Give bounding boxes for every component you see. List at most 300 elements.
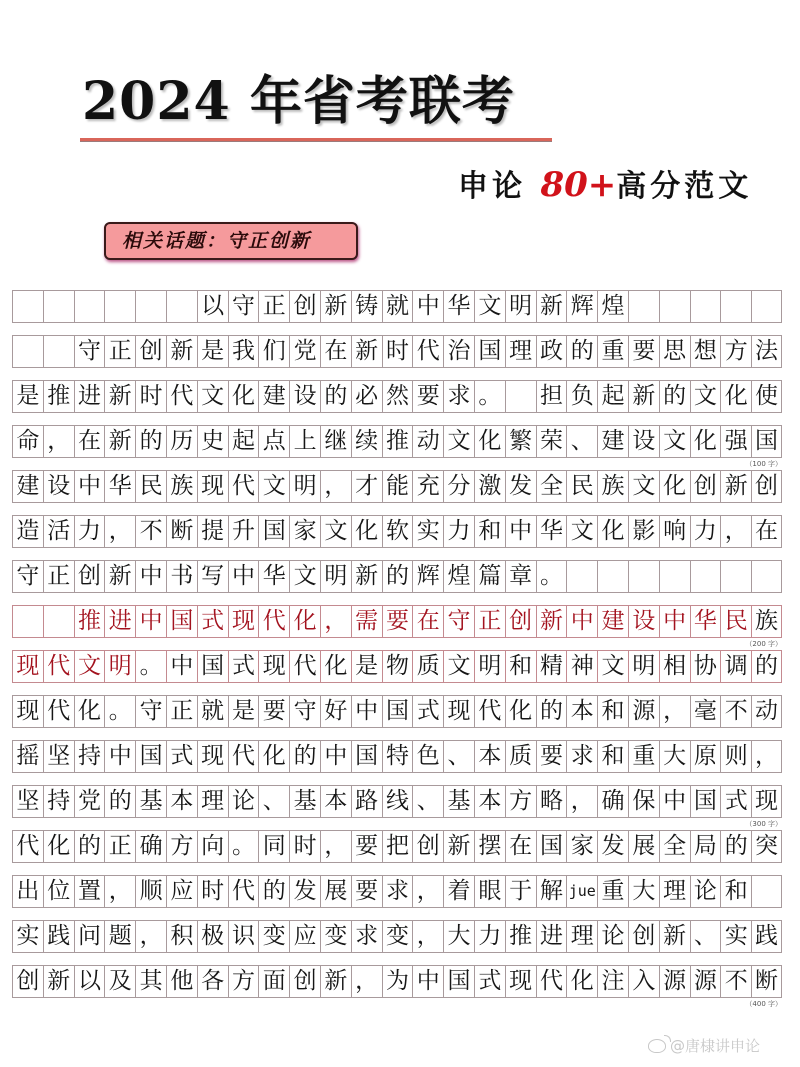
grid-cell: 积 bbox=[166, 921, 197, 952]
grid-cell: 国 bbox=[258, 516, 289, 547]
grid-cell: 物 bbox=[382, 651, 413, 682]
grid-cell: 发 bbox=[289, 876, 320, 907]
grid-cell: 文 bbox=[597, 651, 628, 682]
grid-cell: 以 bbox=[74, 966, 105, 997]
grid-cell: 要 bbox=[258, 696, 289, 727]
grid-cell: 起 bbox=[228, 426, 259, 457]
grid-cell: 明 bbox=[628, 651, 659, 682]
grid-cell: 保 bbox=[628, 786, 659, 817]
grid-cell: 变 bbox=[382, 921, 413, 952]
grid-cell: 入 bbox=[628, 966, 659, 997]
grid-cell: 正 bbox=[104, 831, 135, 862]
grid-cell: 华 bbox=[690, 606, 721, 637]
grid-cell: 化 bbox=[320, 651, 351, 682]
grid-cell: 、 bbox=[258, 786, 289, 817]
grid-cell: 本 bbox=[474, 786, 505, 817]
grid-cell: 着 bbox=[443, 876, 474, 907]
grid-cell: 线 bbox=[382, 786, 413, 817]
grid-cell: 论 bbox=[597, 921, 628, 952]
grid-cell: 。 bbox=[104, 696, 135, 727]
grid-cell: 是 bbox=[351, 651, 382, 682]
grid-cell: 践 bbox=[43, 921, 74, 952]
grid-cell: 文 bbox=[628, 471, 659, 502]
grid-cell: 煌 bbox=[597, 291, 628, 322]
grid-cell: 代 bbox=[228, 471, 259, 502]
grid-cell: 和 bbox=[474, 516, 505, 547]
grid-cell: 华 bbox=[258, 561, 289, 592]
grid-cell: ， bbox=[43, 426, 74, 457]
grid-cell: 荣 bbox=[536, 426, 567, 457]
grid-cell: 式 bbox=[228, 651, 259, 682]
grid-cell bbox=[135, 291, 166, 322]
grid-cell: 代 bbox=[43, 651, 74, 682]
grid-cell: 新 bbox=[720, 471, 751, 502]
grid-cell: 理 bbox=[505, 336, 536, 367]
grid-cell: 建 bbox=[12, 471, 43, 502]
grid-cell: 中 bbox=[505, 516, 536, 547]
grid-cell: 方 bbox=[720, 336, 751, 367]
grid-cell: 中 bbox=[74, 471, 105, 502]
grid-cell: 不 bbox=[720, 696, 751, 727]
grid-cell: 民 bbox=[566, 471, 597, 502]
grid-cell: 明 bbox=[104, 651, 135, 682]
grid-cell: ， bbox=[659, 696, 690, 727]
grid-cell: 要 bbox=[412, 381, 443, 412]
grid-cell: 动 bbox=[751, 696, 782, 727]
grid-cell: 创 bbox=[412, 831, 443, 862]
grid-cell bbox=[166, 291, 197, 322]
grid-cell: 面 bbox=[258, 966, 289, 997]
grid-cell bbox=[628, 561, 659, 592]
grid-cell bbox=[74, 291, 105, 322]
grid-cell: 践 bbox=[751, 921, 782, 952]
grid-cell: 起 bbox=[597, 381, 628, 412]
grid-cell: 力 bbox=[690, 516, 721, 547]
grid-cell: 新 bbox=[166, 336, 197, 367]
grid-cell: 守 bbox=[135, 696, 166, 727]
grid-row bbox=[12, 875, 782, 908]
grid-cell: 守 bbox=[289, 696, 320, 727]
grid-cell bbox=[659, 561, 690, 592]
grid-cell: 继 bbox=[320, 426, 351, 457]
grid-cell: 时 bbox=[382, 336, 413, 367]
grid-cell: 极 bbox=[197, 921, 228, 952]
grid-cell bbox=[720, 291, 751, 322]
grid-cell: 思 bbox=[659, 336, 690, 367]
grid-row bbox=[12, 920, 782, 953]
grid-cell: 文 bbox=[474, 291, 505, 322]
grid-cell: 要 bbox=[351, 876, 382, 907]
grid-cell: 现 bbox=[12, 696, 43, 727]
grid-cell: 国 bbox=[751, 426, 782, 457]
grid-row bbox=[12, 740, 782, 773]
grid-cell: 精 bbox=[536, 651, 567, 682]
grid-cell: ， bbox=[751, 741, 782, 772]
grid-cell: 时 bbox=[289, 831, 320, 862]
grid-cell: 华 bbox=[536, 516, 567, 547]
grid-cell: 要 bbox=[536, 741, 567, 772]
grid-cell: 中 bbox=[320, 741, 351, 772]
grid-cell: 正 bbox=[258, 291, 289, 322]
grid-cell: 中 bbox=[566, 606, 597, 637]
grid-cell: 国 bbox=[135, 741, 166, 772]
grid-cell: 代 bbox=[289, 651, 320, 682]
grid-cell: 守 bbox=[74, 336, 105, 367]
grid-cell: 篇 bbox=[474, 561, 505, 592]
grid-cell: 的 bbox=[135, 426, 166, 457]
grid-cell: 质 bbox=[505, 741, 536, 772]
grid-cell bbox=[12, 291, 43, 322]
grid-cell: 变 bbox=[258, 921, 289, 952]
grid-row bbox=[12, 560, 782, 593]
grid-cell: 的 bbox=[104, 786, 135, 817]
grid-cell: 本 bbox=[166, 786, 197, 817]
subtitle bbox=[458, 160, 752, 212]
grid-cell: 基 bbox=[443, 786, 474, 817]
grid-cell: 正 bbox=[104, 336, 135, 367]
grid-cell: 持 bbox=[74, 741, 105, 772]
grid-cell: 摇 bbox=[12, 741, 43, 772]
grid-cell: 建 bbox=[597, 606, 628, 637]
grid-cell: 华 bbox=[104, 471, 135, 502]
grid-cell: 和 bbox=[505, 651, 536, 682]
grid-cell: 续 bbox=[351, 426, 382, 457]
grid-cell: 建 bbox=[258, 381, 289, 412]
grid-cell: 新 bbox=[104, 561, 135, 592]
grid-cell: 的 bbox=[720, 831, 751, 862]
grid-cell: 协 bbox=[690, 651, 721, 682]
grid-row bbox=[12, 470, 782, 503]
grid-cell: 正 bbox=[474, 606, 505, 637]
grid-cell: 创 bbox=[505, 606, 536, 637]
grid-cell: 软 bbox=[382, 516, 413, 547]
grid-cell bbox=[628, 291, 659, 322]
grid-cell: 政 bbox=[536, 336, 567, 367]
grid-row bbox=[12, 290, 782, 323]
grid-cell: ， bbox=[720, 516, 751, 547]
grid-cell: 是 bbox=[12, 381, 43, 412]
grid-cell: 强 bbox=[720, 426, 751, 457]
grid-row bbox=[12, 335, 782, 368]
grid-cell: 新 bbox=[659, 921, 690, 952]
grid-cell: 、 bbox=[443, 741, 474, 772]
grid-cell: 各 bbox=[197, 966, 228, 997]
grid-cell: 。 bbox=[474, 381, 505, 412]
grid-cell: 现 bbox=[505, 966, 536, 997]
grid-cell: 铸 bbox=[351, 291, 382, 322]
grid-cell: ， bbox=[320, 831, 351, 862]
grid-cell: 动 bbox=[412, 426, 443, 457]
grid-cell: 。 bbox=[228, 831, 259, 862]
grid-cell: 国 bbox=[197, 651, 228, 682]
grid-cell: 代 bbox=[43, 696, 74, 727]
grid-cell: 置 bbox=[74, 876, 105, 907]
grid-cell: 论 bbox=[690, 876, 721, 907]
grid-cell: 现 bbox=[258, 651, 289, 682]
grid-cell: 的 bbox=[74, 831, 105, 862]
grid-cell: 发 bbox=[505, 471, 536, 502]
grid-cell: 新 bbox=[351, 336, 382, 367]
grid-cell: 文 bbox=[443, 426, 474, 457]
grid-cell: 必 bbox=[351, 381, 382, 412]
grid-cell: 治 bbox=[443, 336, 474, 367]
grid-cell: 顺 bbox=[135, 876, 166, 907]
grid-cell: 断 bbox=[166, 516, 197, 547]
grid-cell: 则 bbox=[720, 741, 751, 772]
grid-cell: 能 bbox=[382, 471, 413, 502]
grid-cell: ， bbox=[320, 606, 351, 637]
grid-cell: 应 bbox=[166, 876, 197, 907]
grid-cell: 章 bbox=[505, 561, 536, 592]
grid-cell: 推 bbox=[505, 921, 536, 952]
grid-cell: 为 bbox=[382, 966, 413, 997]
grid-cell: 全 bbox=[536, 471, 567, 502]
grid-cell: 求 bbox=[443, 381, 474, 412]
grid-cell: 文 bbox=[320, 516, 351, 547]
grid-cell: 上 bbox=[289, 426, 320, 457]
grid-cell: 理 bbox=[197, 786, 228, 817]
grid-cell: ， bbox=[104, 516, 135, 547]
grid-cell: 中 bbox=[412, 291, 443, 322]
grid-row bbox=[12, 380, 782, 413]
grid-cell: 大 bbox=[443, 921, 474, 952]
grid-cell: 文 bbox=[258, 471, 289, 502]
word-count-label: （300 字） bbox=[745, 820, 782, 828]
grid-cell: 路 bbox=[351, 786, 382, 817]
grid-cell: 源 bbox=[659, 966, 690, 997]
grid-cell: 就 bbox=[197, 696, 228, 727]
grid-cell: 创 bbox=[751, 471, 782, 502]
grid-cell: 本 bbox=[566, 696, 597, 727]
grid-cell: 辉 bbox=[412, 561, 443, 592]
grid-cell: 摆 bbox=[474, 831, 505, 862]
grid-row bbox=[12, 515, 782, 548]
grid-cell: 在 bbox=[751, 516, 782, 547]
grid-cell: 国 bbox=[382, 696, 413, 727]
grid-cell: 化 bbox=[720, 381, 751, 412]
grid-cell: 新 bbox=[43, 966, 74, 997]
grid-cell: 新 bbox=[320, 966, 351, 997]
grid-cell: 出 bbox=[12, 876, 43, 907]
grid-cell: 化 bbox=[228, 381, 259, 412]
grid-cell: 化 bbox=[289, 606, 320, 637]
grid-cell: 法 bbox=[751, 336, 782, 367]
grid-cell: 新 bbox=[104, 426, 135, 457]
grid-cell: 影 bbox=[628, 516, 659, 547]
grid-cell: 创 bbox=[690, 471, 721, 502]
grid-cell: 特 bbox=[382, 741, 413, 772]
grid-cell: 煌 bbox=[443, 561, 474, 592]
grid-cell: 代 bbox=[228, 876, 259, 907]
grid-cell: 于 bbox=[505, 876, 536, 907]
grid-cell: 时 bbox=[197, 876, 228, 907]
grid-cell: 国 bbox=[443, 966, 474, 997]
grid-cell: 把 bbox=[382, 831, 413, 862]
grid-cell: 坚 bbox=[12, 786, 43, 817]
grid-cell: 推 bbox=[382, 426, 413, 457]
grid-cell: 方 bbox=[166, 831, 197, 862]
grid-cell: 历 bbox=[166, 426, 197, 457]
grid-cell: jue bbox=[566, 876, 597, 907]
grid-cell: 代 bbox=[474, 696, 505, 727]
grid-cell: 和 bbox=[720, 876, 751, 907]
grid-cell: 问 bbox=[74, 921, 105, 952]
grid-cell: 的 bbox=[659, 381, 690, 412]
grid-cell bbox=[690, 291, 721, 322]
grid-cell: 方 bbox=[505, 786, 536, 817]
grid-cell: 守 bbox=[12, 561, 43, 592]
grid-cell: 文 bbox=[566, 516, 597, 547]
grid-cell: ， bbox=[566, 786, 597, 817]
grid-cell: 略 bbox=[536, 786, 567, 817]
grid-cell: 书 bbox=[166, 561, 197, 592]
grid-cell: 力 bbox=[474, 921, 505, 952]
grid-cell: 创 bbox=[12, 966, 43, 997]
grid-cell: 设 bbox=[628, 426, 659, 457]
subtitle-score: 80+ bbox=[540, 165, 617, 205]
grid-cell: 国 bbox=[536, 831, 567, 862]
grid-cell: 中 bbox=[135, 561, 166, 592]
grid-cell: 相 bbox=[659, 651, 690, 682]
grid-cell: 展 bbox=[320, 876, 351, 907]
topic-badge: 相关话题：守正创新 bbox=[104, 222, 358, 260]
grid-cell: 本 bbox=[320, 786, 351, 817]
grid-cell bbox=[43, 291, 74, 322]
grid-cell: 设 bbox=[289, 381, 320, 412]
grid-cell bbox=[751, 561, 782, 592]
grid-cell: 式 bbox=[720, 786, 751, 817]
grid-cell: 中 bbox=[412, 966, 443, 997]
grid-cell: 求 bbox=[566, 741, 597, 772]
grid-cell: 民 bbox=[135, 471, 166, 502]
grid-cell: 是 bbox=[228, 696, 259, 727]
grid-cell: 理 bbox=[659, 876, 690, 907]
grid-cell bbox=[597, 561, 628, 592]
grid-cell: 中 bbox=[659, 786, 690, 817]
grid-cell: 及 bbox=[104, 966, 135, 997]
grid-cell: 的 bbox=[751, 651, 782, 682]
grid-cell: 创 bbox=[289, 291, 320, 322]
grid-cell: 文 bbox=[289, 561, 320, 592]
grid-cell: 突 bbox=[751, 831, 782, 862]
grid-cell: 代 bbox=[412, 336, 443, 367]
grid-cell: 党 bbox=[289, 336, 320, 367]
grid-cell: 、 bbox=[412, 786, 443, 817]
grid-cell: 在 bbox=[412, 606, 443, 637]
grid-cell: 化 bbox=[659, 471, 690, 502]
grid-cell: 正 bbox=[166, 696, 197, 727]
grid-cell: 现 bbox=[12, 651, 43, 682]
grid-cell: 党 bbox=[74, 786, 105, 817]
grid-cell: 同 bbox=[258, 831, 289, 862]
grid-cell: 设 bbox=[628, 606, 659, 637]
grid-cell: 要 bbox=[382, 606, 413, 637]
grid-cell: 原 bbox=[690, 741, 721, 772]
grid-cell: 确 bbox=[135, 831, 166, 862]
grid-cell: 辉 bbox=[566, 291, 597, 322]
grid-cell: 以 bbox=[197, 291, 228, 322]
grid-cell: 建 bbox=[597, 426, 628, 457]
grid-cell: ， bbox=[412, 921, 443, 952]
grid-cell: 全 bbox=[659, 831, 690, 862]
grid-cell: 明 bbox=[505, 291, 536, 322]
grid-cell: 、 bbox=[566, 426, 597, 457]
grid-cell: 进 bbox=[536, 921, 567, 952]
grid-cell: 不 bbox=[720, 966, 751, 997]
grid-cell: 是 bbox=[197, 336, 228, 367]
grid-cell: 确 bbox=[597, 786, 628, 817]
grid-cell: 担 bbox=[536, 381, 567, 412]
grid-cell: 实 bbox=[720, 921, 751, 952]
grid-cell: ， bbox=[351, 966, 382, 997]
grid-cell: 写 bbox=[197, 561, 228, 592]
grid-cell: 和 bbox=[597, 741, 628, 772]
grid-row bbox=[12, 650, 782, 683]
grid-cell: 新 bbox=[351, 561, 382, 592]
grid-cell: 想 bbox=[690, 336, 721, 367]
grid-cell: 化 bbox=[43, 831, 74, 862]
grid-cell: 好 bbox=[320, 696, 351, 727]
grid-cell bbox=[690, 561, 721, 592]
grid-cell: 中 bbox=[228, 561, 259, 592]
grid-cell: 造 bbox=[12, 516, 43, 547]
grid-cell: 文 bbox=[74, 651, 105, 682]
grid-cell: 民 bbox=[720, 606, 751, 637]
grid-cell: 大 bbox=[628, 876, 659, 907]
grid-cell: 家 bbox=[289, 516, 320, 547]
grid-cell: 提 bbox=[197, 516, 228, 547]
grid-cell: 国 bbox=[351, 741, 382, 772]
grid-cell: 坚 bbox=[43, 741, 74, 772]
grid-cell: 新 bbox=[536, 291, 567, 322]
grid-cell: 华 bbox=[443, 291, 474, 322]
grid-cell: 文 bbox=[197, 381, 228, 412]
grid-cell: ， bbox=[320, 471, 351, 502]
grid-cell: 力 bbox=[443, 516, 474, 547]
grid-cell: 源 bbox=[628, 696, 659, 727]
grid-cell: 局 bbox=[690, 831, 721, 862]
grid-cell: 正 bbox=[43, 561, 74, 592]
grid-cell bbox=[751, 876, 782, 907]
grid-cell: 式 bbox=[166, 741, 197, 772]
grid-cell: 守 bbox=[228, 291, 259, 322]
grid-cell: 激 bbox=[474, 471, 505, 502]
grid-cell: 。 bbox=[536, 561, 567, 592]
grid-cell: 们 bbox=[258, 336, 289, 367]
grid-cell: 创 bbox=[289, 966, 320, 997]
grid-cell: 本 bbox=[474, 741, 505, 772]
grid-cell: 毫 bbox=[690, 696, 721, 727]
grid-cell: 化 bbox=[74, 696, 105, 727]
grid-cell: 家 bbox=[566, 831, 597, 862]
grid-cell: 代 bbox=[228, 741, 259, 772]
grid-cell: 推 bbox=[74, 606, 105, 637]
word-count-label: （100 字） bbox=[745, 460, 782, 468]
grid-cell: 负 bbox=[566, 381, 597, 412]
grid-cell: 进 bbox=[74, 381, 105, 412]
grid-cell bbox=[505, 381, 536, 412]
grid-cell: 才 bbox=[351, 471, 382, 502]
grid-cell: 化 bbox=[258, 741, 289, 772]
title-underline-shadow bbox=[80, 141, 552, 142]
grid-cell: 力 bbox=[74, 516, 105, 547]
grid-cell: 文 bbox=[690, 381, 721, 412]
grid-cell: 使 bbox=[751, 381, 782, 412]
grid-cell: 设 bbox=[43, 471, 74, 502]
grid-cell: 实 bbox=[412, 516, 443, 547]
grid-cell: 族 bbox=[166, 471, 197, 502]
grid-cell: 断 bbox=[751, 966, 782, 997]
